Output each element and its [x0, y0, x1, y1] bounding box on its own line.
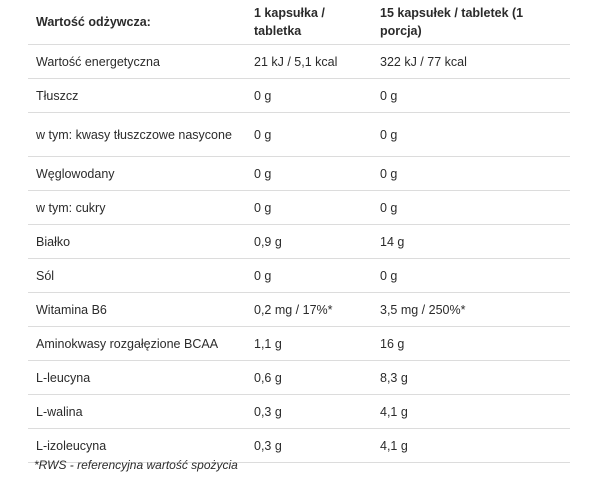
- value-per-serving: 0 g: [372, 157, 570, 191]
- value-per-serving: 0 g: [372, 259, 570, 293]
- nutrient-name: L-leucyna: [28, 361, 246, 395]
- value-per-capsule: 0 g: [246, 191, 372, 225]
- nutrient-name: Wartość energetyczna: [28, 45, 246, 79]
- nutrient-name: Węglowodany: [28, 157, 246, 191]
- value-per-serving: 16 g: [372, 327, 570, 361]
- table-row: [28, 293, 570, 327]
- table-row: [28, 113, 570, 157]
- value-per-serving: 4,1 g: [372, 395, 570, 429]
- value-per-capsule: 0,2 mg / 17%*: [246, 293, 372, 327]
- value-per-capsule: 21 kJ / 5,1 kcal: [246, 45, 372, 79]
- value-per-serving: 3,5 mg / 250%*: [372, 293, 570, 327]
- value-per-capsule: 0 g: [246, 113, 372, 157]
- header-nutrient: Wartość odżywcza:: [28, 0, 246, 45]
- value-per-capsule: 0,6 g: [246, 361, 372, 395]
- table-row: [28, 259, 570, 293]
- value-per-capsule: 0 g: [246, 259, 372, 293]
- value-per-serving: 322 kJ / 77 kcal: [372, 45, 570, 79]
- table-row: [28, 45, 570, 79]
- value-per-serving: 0 g: [372, 191, 570, 225]
- table-header-row: [28, 0, 570, 45]
- header-per-serving: 15 kapsułek / tabletek (1 porcja): [372, 0, 570, 45]
- table-row: [28, 225, 570, 259]
- nutrition-table: [28, 0, 570, 463]
- value-per-serving: 4,1 g: [372, 429, 570, 463]
- value-per-capsule: 0,9 g: [246, 225, 372, 259]
- nutrient-name: L-walina: [28, 395, 246, 429]
- table-row: [28, 79, 570, 113]
- table-row: [28, 327, 570, 361]
- nutrient-name: Aminokwasy rozgałęzione BCAA: [28, 327, 246, 361]
- table-row: [28, 395, 570, 429]
- nutrient-name: w tym: kwasy tłuszczowe nasycone: [28, 113, 246, 157]
- nutrient-name: Tłuszcz: [28, 79, 246, 113]
- value-per-capsule: 0 g: [246, 157, 372, 191]
- header-per-capsule: 1 kapsułka / tabletka: [246, 0, 372, 45]
- value-per-serving: 0 g: [372, 113, 570, 157]
- value-per-serving: 14 g: [372, 225, 570, 259]
- table-row: [28, 157, 570, 191]
- value-per-capsule: 0,3 g: [246, 395, 372, 429]
- value-per-capsule: 0,3 g: [246, 429, 372, 463]
- nutrient-name: Sól: [28, 259, 246, 293]
- nutrient-name: w tym: cukry: [28, 191, 246, 225]
- table-row: [28, 361, 570, 395]
- value-per-serving: 0 g: [372, 79, 570, 113]
- nutrient-name: L-izoleucyna: [28, 429, 246, 463]
- table-row: [28, 191, 570, 225]
- nutrient-name: Białko: [28, 225, 246, 259]
- nutrient-name: Witamina B6: [28, 293, 246, 327]
- rws-footnote: *RWS - referencyjna wartość spożycia: [34, 458, 238, 472]
- value-per-capsule: 0 g: [246, 79, 372, 113]
- value-per-serving: 8,3 g: [372, 361, 570, 395]
- value-per-capsule: 1,1 g: [246, 327, 372, 361]
